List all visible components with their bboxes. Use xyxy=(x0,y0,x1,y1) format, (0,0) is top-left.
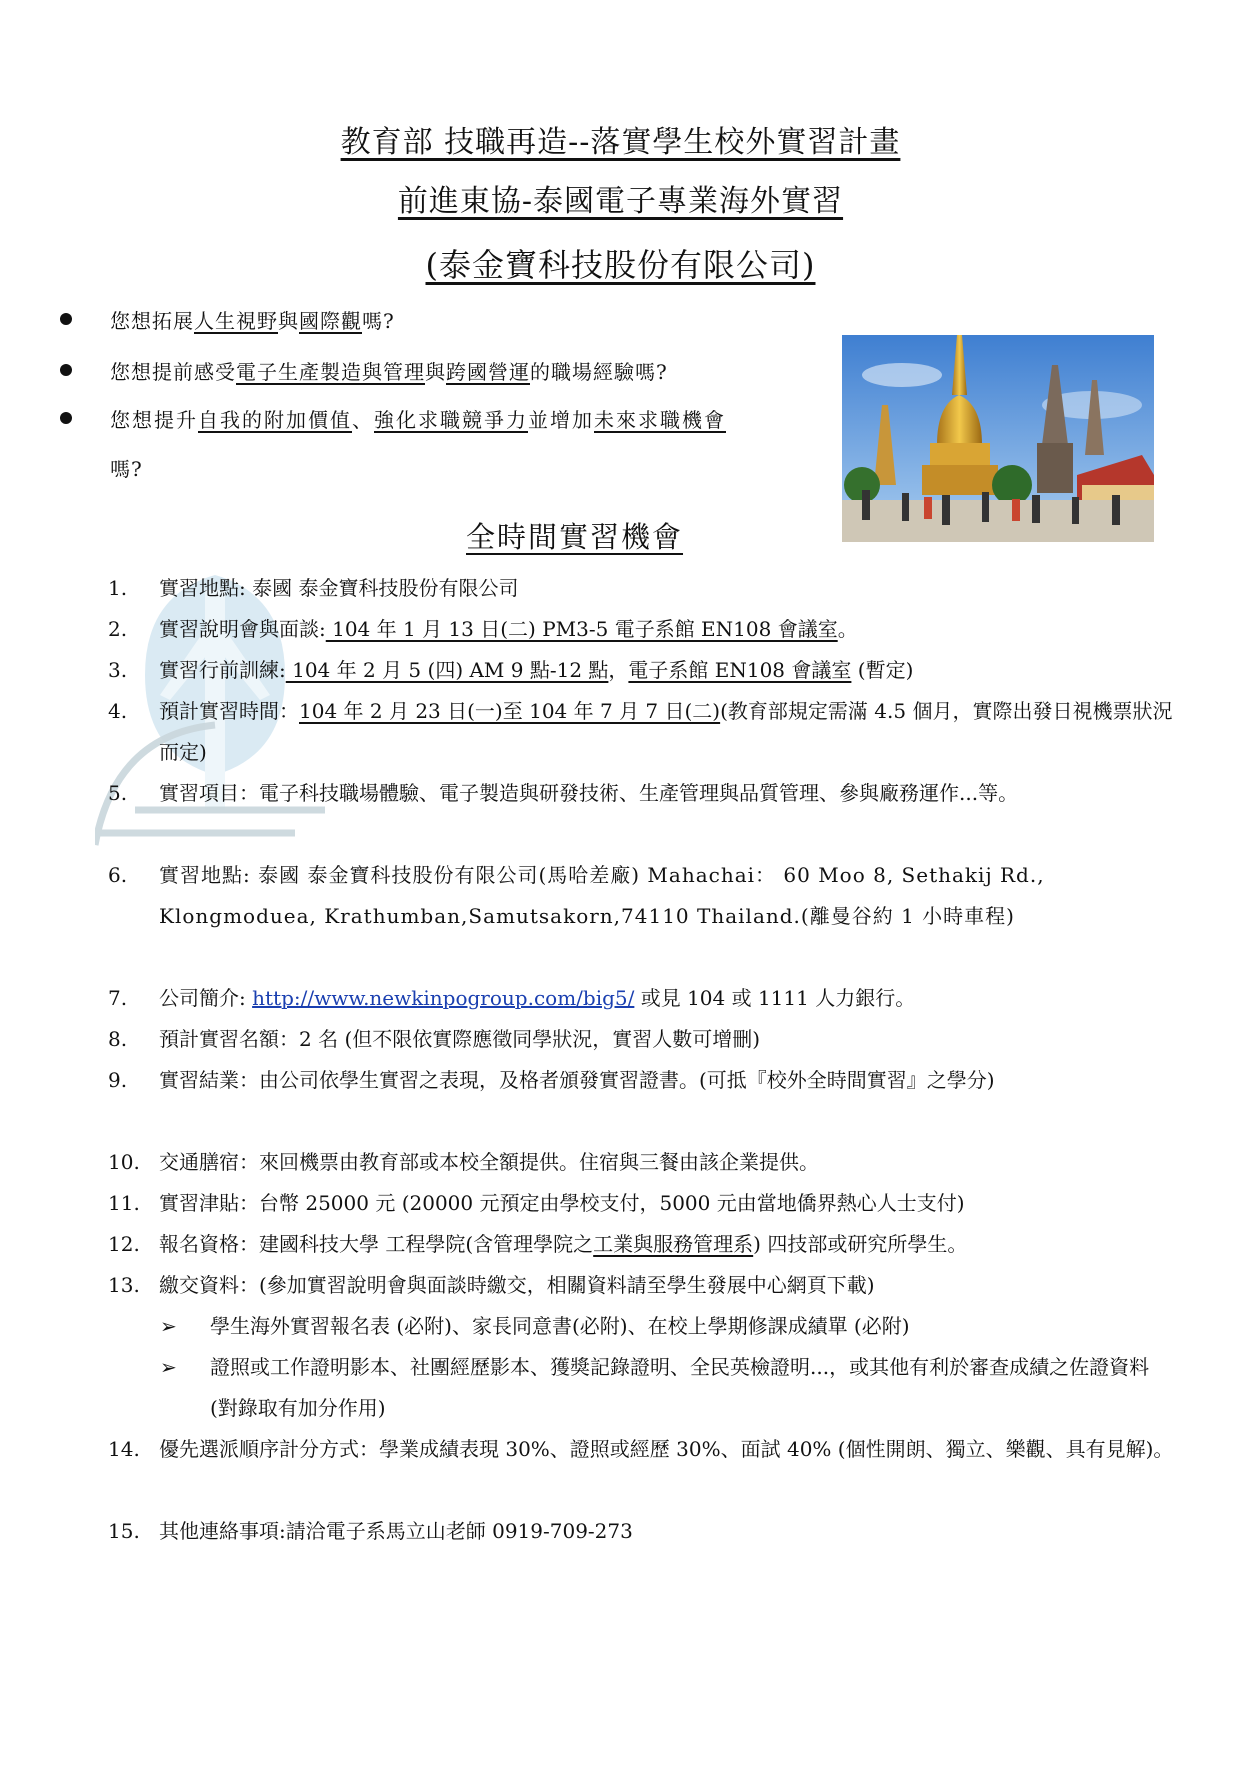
bullet-dot xyxy=(60,364,72,376)
bullet-dot xyxy=(60,313,72,325)
document-page: 教育部 技職再造--落實學生校外實習計畫 前進東協-泰國電子專業海外實習 (泰金寶科技股份有限公司) 您想拓展人生視野與國際觀嗎? 您想提前感受電子生產製造與管理與跨國營運的職場經驗嗎? 您想提升自我的附加價值、強化求職競爭力並增加未來求職機會 嗎? 全時間實習機會 1. 實習地點: 泰國 泰金寶科技股份有限公司 2. 實習說明會與面談: 104 年 1 月 13 日(二) PM3-5 電子系館 EN108 會議室。 3. 實習行前訓練: 104 年 2 月 5 (四) AM 9 點-12 點，電子系館 EN108 會議室 (暫定) 4. 預計實習時間：104 年 2 月 23 日(一)至 104 年 7 月 7 日(二)(教育部規定需滿 4.5 個月，實際出發日視機票狀況而定) 5. 實習項目：電子科技職場體驗、電子製造與研發技術、生產管理與品質管理、參與廠務運作...等。 6. 實習地點: 泰國 泰金寶科技股份有限公司(馬哈差廠) Mahachai： 60 Moo 8, Sethakij Rd., Klongmoduea, Krathumban,Samutsakorn,74110 Thailand.(離曼谷約 1 小時車程) 7. 公司簡介: http://www.newkinpogroup.com/big5/ 或見 104 或 1111 人力銀行。 8. 預計實習名額：2 名 (但不限依實際應徵同學狀況，實習人數可增刪) 9. 實習結業：由公司依學生實習之表現，及格者頒發實習證書。(可抵『校外全時間實習』之學分) 10. 交通膳宿：來回機票由教育部或本校全額提供。住宿與三餐由該企業提供。 11. 實習津貼：台幣 25000 元 (20000 元預定由學校支付，5000 元由當地僑界熱心人士支付) 12. 報名資格：建國科技大學 工程學院(含管理學院之工業與服務管理系) 四技部或研究所學生。 13. 繳交資料：(參加實習說明會與面談時繳交，相關資料請至學生發展中心網頁下載) ➢ 學生海外實習報名表 (必附)、家長同意書(必附)、在校上學期修課成績單 (必附) ➢ 證照或工作證明影本、社團經歷影本、獲獎記錄證明、全民英檢證明...，或其他有利於審查成績之佐證資料 (對錄取有加分作用) 14. 優先選派順序計分方式：學業成績表現 30%、證照或經歷 30%、面試 40% (個性開朗、獨立、樂觀、具有見解)。 15. 其他連絡事項:請洽電子系馬立山老師 0919-709-273 xyxy=(0,0,1241,1766)
company-link[interactable]: http://www.newkinpogroup.com/big5/ xyxy=(252,986,635,1010)
main-title: 教育部 技職再造--落實學生校外實習計畫 xyxy=(340,125,901,160)
bullet-dot xyxy=(60,412,72,424)
sub-title: 前進東協-泰國電子專業海外實習 xyxy=(397,184,844,219)
arrow-bullet-icon: ➢ xyxy=(160,1314,177,1338)
thai-temple-photo xyxy=(842,335,1154,542)
section-heading: 全時間實習機會 xyxy=(466,520,684,554)
arrow-bullet-icon: ➢ xyxy=(160,1355,177,1379)
company-title: (泰金寶科技股份有限公司) xyxy=(425,246,816,284)
